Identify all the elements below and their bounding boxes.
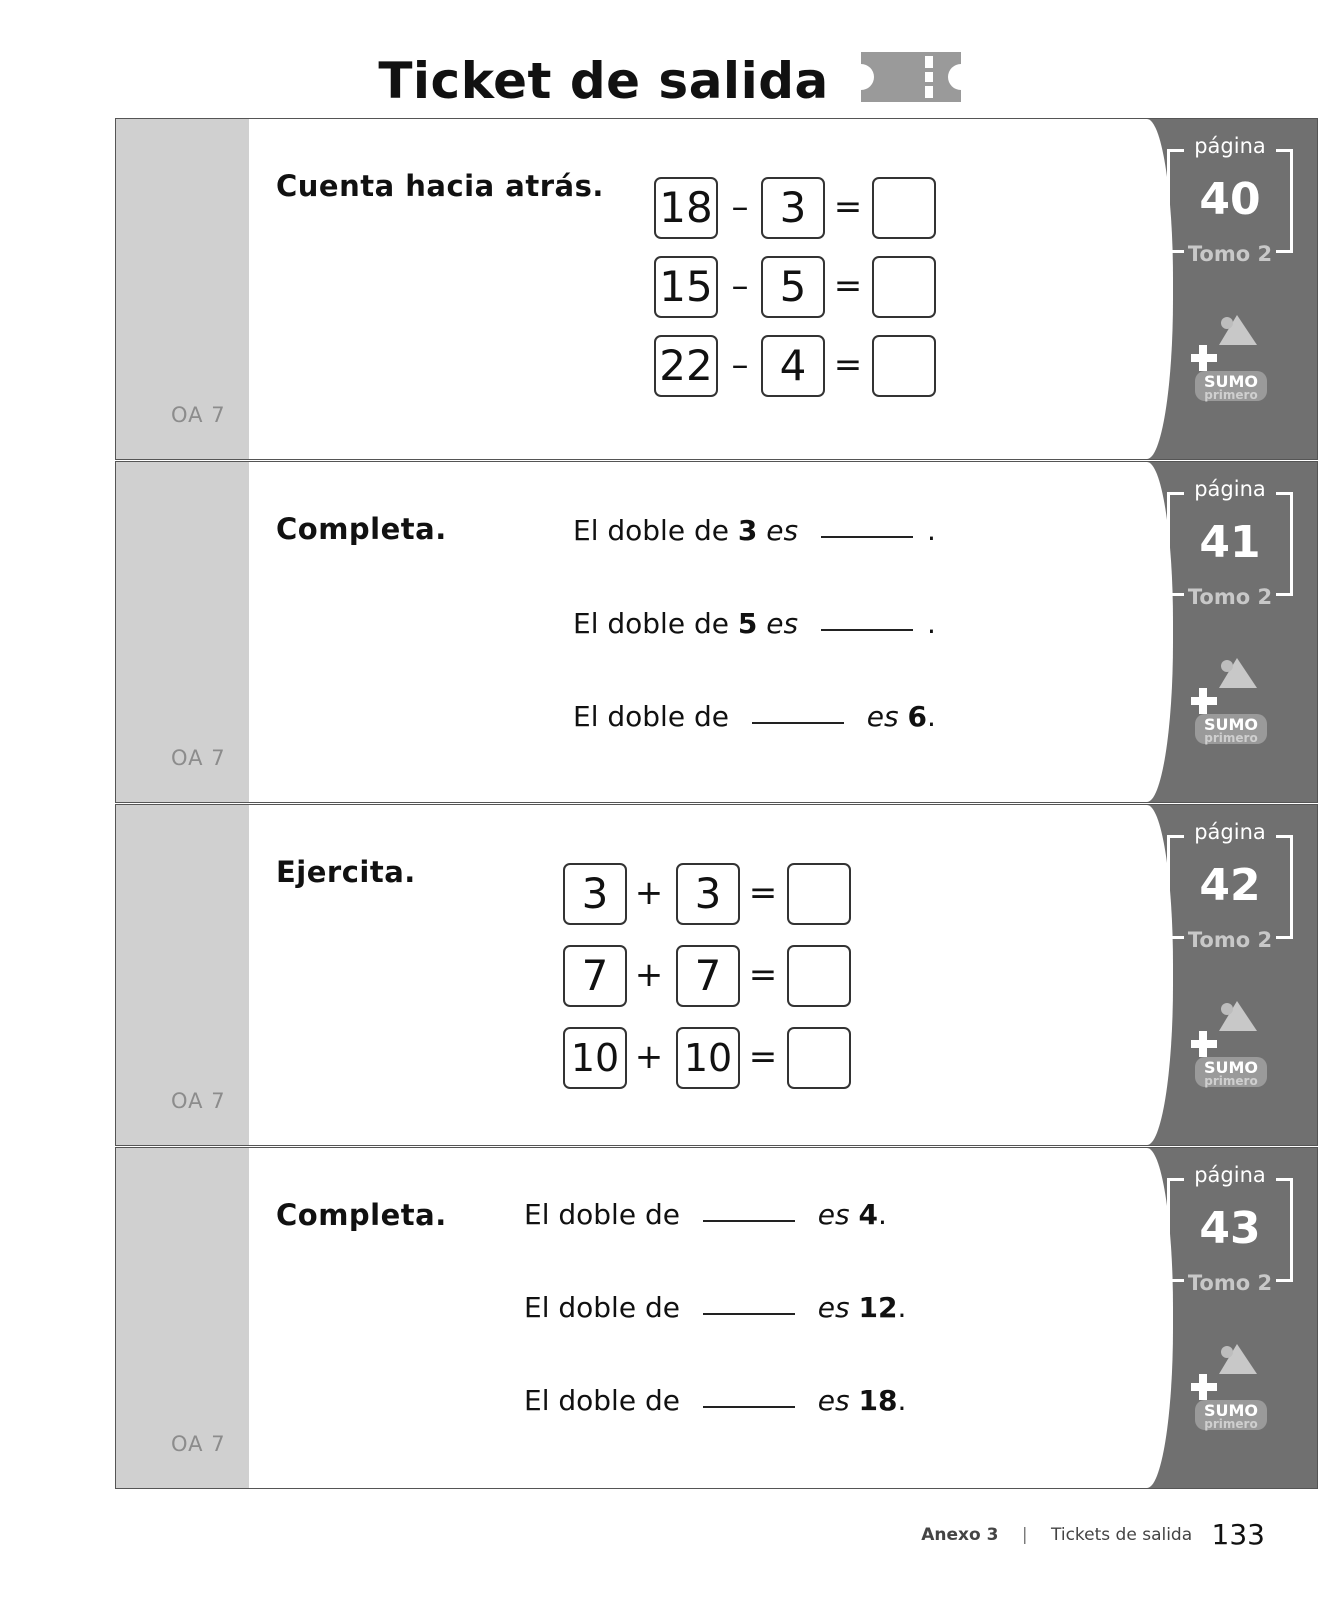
answer-box[interactable] [787, 1027, 851, 1089]
number-box: 10 [563, 1027, 627, 1089]
sentence: El doble de 5 es . [573, 607, 936, 640]
oa-label: OA 7 [171, 746, 226, 770]
number-box: 4 [761, 335, 825, 397]
svg-text:SUMO: SUMO [1203, 1401, 1259, 1420]
answer-blank[interactable] [752, 722, 844, 724]
number-box: 18 [654, 177, 718, 239]
tomo-label: Tomo 2 [1187, 585, 1273, 609]
pagina-label: página [1194, 477, 1266, 501]
sumo-primero-logo [1191, 997, 1271, 1089]
oa-label: OA 7 [171, 1432, 226, 1456]
page-reference [1167, 820, 1293, 952]
operator: + [634, 955, 664, 995]
page-number: 42 [1199, 860, 1261, 911]
equals-sign: = [833, 345, 863, 385]
ticket-3 [115, 804, 1318, 1146]
ticket-icon [861, 52, 961, 102]
tomo-label: Tomo 2 [1187, 928, 1273, 952]
svg-text:SUMO: SUMO [1203, 372, 1259, 391]
page-title [0, 48, 1339, 110]
ticket-right-band [1147, 1148, 1317, 1488]
answer-box[interactable] [787, 945, 851, 1007]
svg-text:primero: primero [1204, 1417, 1258, 1431]
pagina-label: página [1194, 820, 1266, 844]
answer-box[interactable] [872, 335, 936, 397]
svg-text:SUMO: SUMO [1203, 715, 1259, 734]
instruction: Ejercita. [276, 855, 416, 889]
footer-section: Tickets de salida [1051, 1525, 1193, 1545]
oa-label: OA 7 [171, 1089, 226, 1113]
footer-separator: | [1021, 1525, 1028, 1545]
operator: – [731, 187, 749, 227]
footer-page-number: 133 [1211, 1518, 1265, 1551]
ticket-right-band [1147, 119, 1317, 459]
page-number: 43 [1199, 1203, 1261, 1254]
sumo-primero-logo [1191, 1340, 1271, 1432]
svg-text:primero: primero [1204, 388, 1258, 402]
ticket-right-band [1147, 462, 1317, 802]
page-reference [1167, 134, 1293, 266]
instruction: Completa. [276, 512, 447, 546]
number-box: 7 [563, 945, 627, 1007]
answer-blank[interactable] [821, 536, 913, 538]
answer-blank[interactable] [703, 1220, 795, 1222]
sentence: El doble de es 6. [573, 700, 936, 733]
ticket-right-band [1147, 805, 1317, 1145]
page-footer [921, 1518, 1265, 1551]
oa-label: OA 7 [171, 403, 226, 427]
ticket-1 [115, 118, 1318, 460]
number-box: 5 [761, 256, 825, 318]
answer-box[interactable] [787, 863, 851, 925]
answer-blank[interactable] [703, 1406, 795, 1408]
equals-sign: = [748, 955, 778, 995]
instruction: Cuenta hacia atrás. [276, 169, 604, 203]
tomo-label: Tomo 2 [1187, 1271, 1273, 1295]
operator: – [731, 266, 749, 306]
instruction: Completa. [276, 1198, 447, 1232]
answer-blank[interactable] [821, 629, 913, 631]
number-box: 3 [563, 863, 627, 925]
pagina-label: página [1194, 1163, 1266, 1187]
sumo-primero-logo [1191, 311, 1271, 403]
number-box: 7 [676, 945, 740, 1007]
sumo-primero-logo [1191, 654, 1271, 746]
sentence: El doble de es 18. [524, 1384, 907, 1417]
svg-text:SUMO: SUMO [1203, 1058, 1259, 1077]
equals-sign: = [748, 1037, 778, 1077]
title-text: Ticket de salida [378, 51, 829, 110]
page-number: 41 [1199, 517, 1261, 568]
answer-box[interactable] [872, 256, 936, 318]
equals-sign: = [748, 873, 778, 913]
number-box: 3 [761, 177, 825, 239]
number-box: 10 [676, 1027, 740, 1089]
operator: + [634, 1037, 664, 1077]
tomo-label: Tomo 2 [1187, 242, 1273, 266]
equals-sign: = [833, 266, 863, 306]
sentence: El doble de es 12. [524, 1291, 907, 1324]
page-reference [1167, 477, 1293, 609]
operator: – [731, 345, 749, 385]
pagina-label: página [1194, 134, 1266, 158]
footer-annex: Anexo 3 [921, 1525, 999, 1545]
equals-sign: = [833, 187, 863, 227]
number-box: 3 [676, 863, 740, 925]
ticket-2 [115, 461, 1318, 803]
page-number: 40 [1199, 174, 1261, 225]
sentence: El doble de 3 es . [573, 514, 936, 547]
answer-blank[interactable] [703, 1313, 795, 1315]
ticket-4 [115, 1147, 1318, 1489]
number-box: 15 [654, 256, 718, 318]
answer-box[interactable] [872, 177, 936, 239]
sentence: El doble de es 4. [524, 1198, 887, 1231]
svg-text:primero: primero [1204, 1074, 1258, 1088]
number-box: 22 [654, 335, 718, 397]
operator: + [634, 873, 664, 913]
page-reference [1167, 1163, 1293, 1295]
svg-text:primero: primero [1204, 731, 1258, 745]
